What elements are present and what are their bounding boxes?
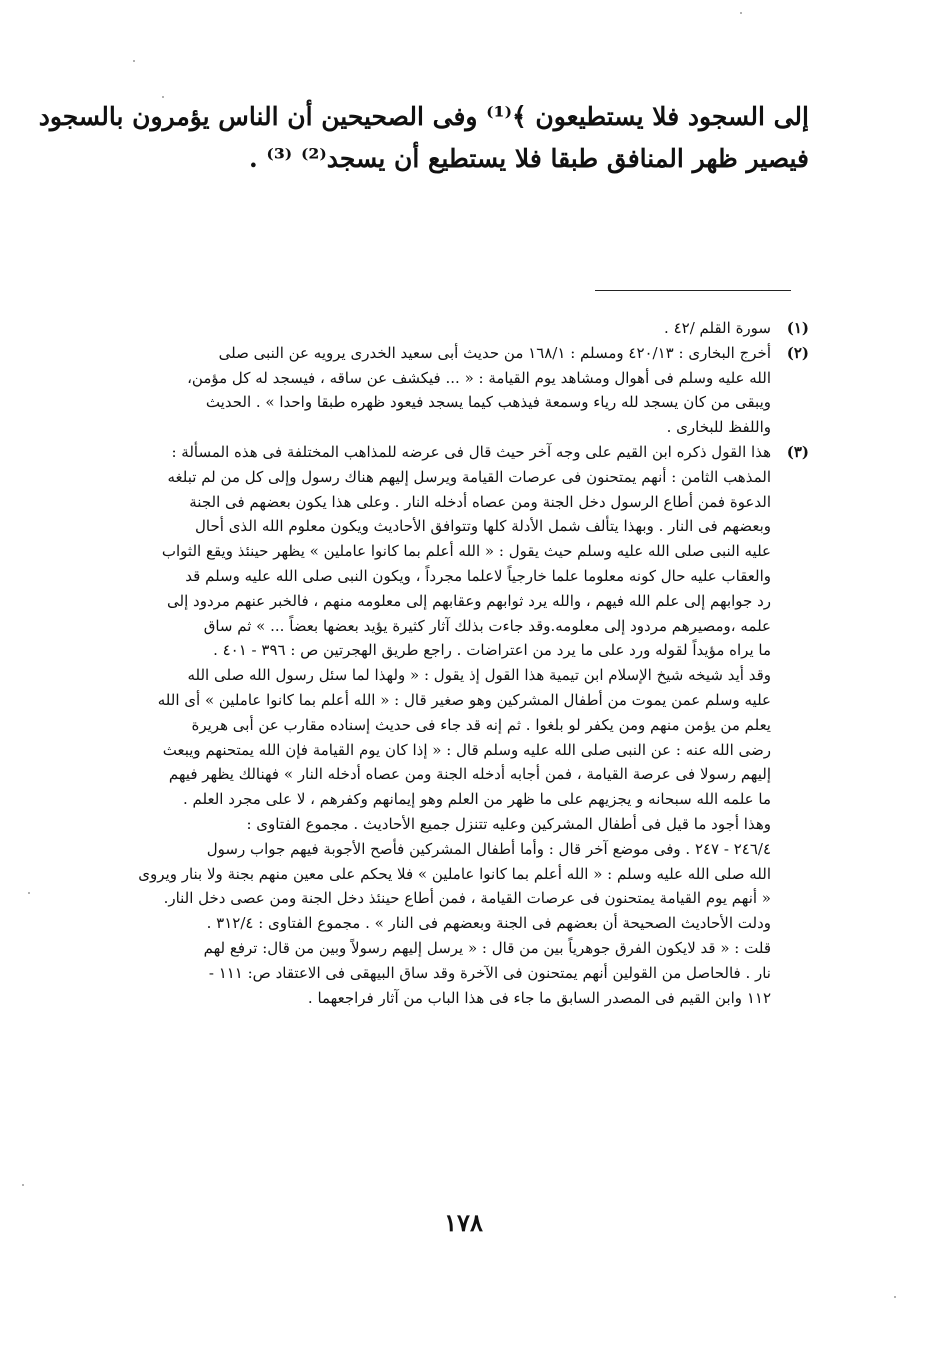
footnote-number: (٢) [786, 343, 809, 362]
footnote-line: سورة القلم /٤٢ . [664, 319, 771, 337]
footnote-3 [119, 440, 809, 1010]
footnote-line: ما يراه مؤيداً لقوله ورد على ما يرد من اعتراضات . راجع طريق الهجرتين ص : ٣٩٦ - ٤٠١ . [213, 641, 771, 660]
footnote-number: (١) [786, 319, 809, 337]
footnote-line: « أنهم يوم القيامة يمتحنون فى عرصات القيامة ، فمن أطاع حينئذ دخل الجنة ومن عصى دخل النار. [163, 889, 771, 908]
main-text-line: فيصير ظهر المنافق طبقا فلا يستطيع أن يسجد⁽²⁾ ⁽³⁾ . [248, 144, 809, 173]
footnote-body [119, 341, 771, 440]
footnote-line: ودلت الأحاديث الصحيحة أن بعضهم فى الجنة وبعضهم فى النار » . مجموع الفتاوى : ٣١٢/٤ . [206, 914, 771, 933]
footnote-1 [119, 316, 809, 341]
footnote-line: ما علمه الله سبحانه و يجزيهم على ما ظهر من العلم وهو إيمانهم وكفرهم ، لا على مجرد العلم . [183, 790, 771, 809]
footnote-line: الدعوة فمن أطاع الرسول دخل الجنة ومن عصاه أدخله النار . وعلى هذا يكون بعضهم فى الجنة [189, 492, 771, 511]
scan-speck [740, 12, 742, 14]
footnote-line: وهذا أجود ما قيل فى أطفال المشركين وعليه تتنزل جميع الأحاديث . مجموع الفتاوى : [246, 814, 771, 833]
footnote-line: الله عليه وسلم فى أهوال ومشاهد يوم القيامة : « ... فيكشف عن ساقه ، فيسجد له كل مؤمن، [187, 368, 771, 387]
footnote-line: الله صلى الله عليه وسلم : « الله أعلم بما كانوا عاملين » فلا يحكم على معين منهم بجنة ولا بنار ويروى [138, 864, 771, 883]
main-text-block [38, 96, 809, 180]
footnote-line: إليهم رسولا فى عرصة القيامة ، فمن أجابه أدخله الجنة ومن عصاه أدخله النار » فهنالك يظهر فيهم [168, 765, 771, 784]
footnotes-section [119, 316, 809, 1010]
scan-speck [28, 892, 30, 894]
footnote-line: يعلم من يؤمن منهم ومن يكفر لو بلغوا . ثم إنه قد جاء فى حديث إسناده مقارب عن أبى هريرة [191, 715, 771, 734]
footnote-body [119, 440, 771, 1010]
footnote-line: نار . فالحاصل من القولين أنهم يمتحنون فى الآخرة وقد ساق البيهقى فى الاعتقاد ص: ١١١ - [208, 963, 771, 982]
footnote-line: وقد أيد شيخه شيخ الإسلام ابن تيمية هذا القول إذ يقول : « ولهذا لما سئل رسول الله صلى الله [187, 666, 771, 685]
footnote-line: وبعضهم فى النار . وبهذا يتألف شمل الأدلة كلها وتتوافق الأحاديث ويكون معلوم الله الذى أحال [195, 517, 771, 536]
footnote-line: قلت : « قد لايكون الفرق جوهرياً بين من قال : « يرسل إليهم رسولاً وبين من قال: ترفع لهم [203, 938, 771, 957]
footnote-line: ١١٢ وابن القيم فى المصدر السابق ما جاء فى هذا الباب من آثار فراجعهما . [307, 988, 771, 1007]
scan-speck [894, 1296, 896, 1298]
footnote-line: عليه النبى صلى الله عليه وسلم حيث يقول : « الله أعلم بما كانوا عاملين » يظهر حينئذ ويقع الثواب [161, 542, 771, 561]
scan-speck [133, 60, 135, 62]
footnote-line: أخرج البخارى : ٤٢٠/١٣ ومسلم : ١٦٨/١ من حديث أبى سعيد الخدرى يرويه عن النبى صلى [218, 343, 771, 362]
main-text-line: إلى السجود فلا يستطيعون ﴾⁽¹⁾ وفى الصحيحين أن الناس يؤمرون بالسجود [38, 102, 809, 131]
footnote-line: عليه وسلم عمن يموت من أطفال المشركين وهو صغير قال : « الله أعلم بما كانوا عاملين » أى الله [157, 690, 771, 709]
footnote-line: واللفظ للبخارى . [666, 418, 771, 437]
scan-speck [162, 96, 164, 98]
footnote-line: والعقاب عليه حال كونه معلوما علما خارجياً لاعلما مجرداً ، ويكون النبى صلى الله عليه وسلم قد [185, 566, 771, 585]
footnote-line: رد جوابهم إلى علم الله فيهم ، والله يرد ثوابهم وعقابهم إلى معلومه منهم ، فالخبر عنهم مردود إلى [167, 591, 771, 610]
footnote-line: هذا القول ذكره ابن القيم على وجه آخر حيث قال فى عرضه للمذاهب المختلفة فى هذه المسألة : [171, 442, 771, 461]
footnote-line: المذهب الثامن : أنهم يمتحنون فى عرصات القيامة ويرسل إليهم هناك رسول وإلى كل من لم تبلغه [167, 467, 771, 486]
footnote-line: ٢٤٦/٤ - ٢٤٧ . وفى موضع آخر قال : وأما أطفال المشركين فأصح الأجوبة فيهم جواب رسول [206, 839, 771, 858]
footnote-line: رضى الله عنه : عن النبى صلى الله عليه وسلم قال : « إذا كان يوم القيامة فإن الله يمتحنهم ويبعث [162, 740, 771, 759]
footnote-number: (٣) [786, 442, 809, 461]
scan-speck [22, 1184, 24, 1186]
footnote-body [119, 316, 771, 341]
footnote-separator [595, 290, 791, 291]
footnote-line: ويبقى من كان يسجد لله رياء وسمعة فيذهب كيما يسجد فيعود ظهره طبقا واحدا » . الحديث [205, 393, 771, 412]
page-number: ١٧٨ [444, 1208, 483, 1237]
footnote-line: علمه ،ومصيرهم مردود إلى معلومه.وقد جاءت بذلك آثار كثيرة يؤيد بعضها بعضاً ... » ثم ساق [203, 616, 771, 635]
footnote-2 [119, 341, 809, 440]
